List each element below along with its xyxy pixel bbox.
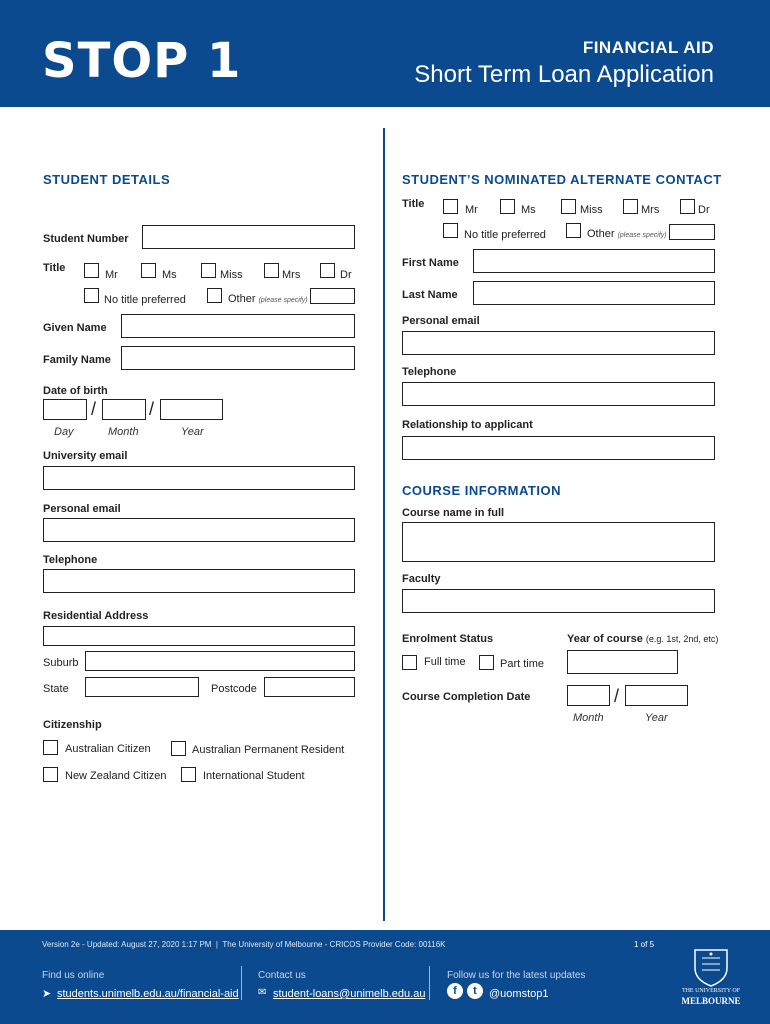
student-title-dr-label: Dr: [340, 269, 352, 281]
contact-title-dr-label: Dr: [698, 204, 710, 216]
dob-month-input[interactable]: [102, 399, 146, 420]
student-title-mrs-label: Mrs: [282, 269, 301, 281]
contact-title-mrs-label: Mrs: [641, 204, 660, 216]
year-of-course-label: Year of course (e.g. 1st, 2nd, etc): [567, 633, 719, 645]
relationship-input[interactable]: [402, 436, 715, 460]
student-telephone-label: Telephone: [43, 554, 98, 566]
relationship-label: Relationship to applicant: [402, 419, 533, 431]
contact-title-mrs-checkbox[interactable]: [623, 199, 638, 214]
mail-icon: ✉: [258, 987, 267, 998]
contact-title-ms-label: Ms: [521, 204, 536, 216]
course-name-input[interactable]: [402, 522, 715, 562]
dob-month-hint: Month: [108, 426, 139, 438]
contact-other-title-label: Other (please specify): [587, 228, 667, 240]
suburb-input[interactable]: [85, 651, 355, 671]
completion-month-input[interactable]: [567, 685, 610, 706]
completion-date-separator: /: [614, 686, 620, 706]
logo-line-1: THE UNIVERSITY OF: [681, 988, 741, 994]
contact-us-heading: Contact us: [258, 970, 306, 981]
australian-pr-checkbox[interactable]: [171, 741, 186, 756]
find-us-heading: Find us online: [42, 970, 105, 981]
student-title-ms-label: Ms: [162, 269, 177, 281]
student-title-label: Title: [43, 262, 66, 274]
contact-title-ms-checkbox[interactable]: [500, 199, 515, 214]
contact-other-title-checkbox[interactable]: [566, 223, 581, 238]
enrolment-status-label: Enrolment Status: [402, 633, 494, 645]
full-time-checkbox[interactable]: [402, 655, 417, 670]
column-divider: [383, 128, 385, 921]
dob-year-input[interactable]: [160, 399, 223, 420]
completion-year-input[interactable]: [625, 685, 688, 706]
page-title: Short Term Loan Application: [414, 61, 714, 88]
follow-heading: Follow us for the latest updates: [447, 970, 586, 981]
contact-telephone-input[interactable]: [402, 382, 715, 406]
postcode-input[interactable]: [264, 677, 355, 697]
contact-title-mr-label: Mr: [465, 204, 478, 216]
stop-label: STOP 1: [42, 33, 242, 89]
dob-separator-1: /: [91, 399, 97, 419]
send-icon: ➤: [42, 988, 52, 1000]
given-name-input[interactable]: [121, 314, 355, 338]
facebook-icon[interactable]: f: [447, 983, 463, 999]
first-name-input[interactable]: [473, 249, 715, 273]
dob-year-hint: Year: [181, 426, 204, 438]
year-of-course-input[interactable]: [567, 650, 678, 674]
contact-telephone-label: Telephone: [402, 366, 457, 378]
university-logo: [680, 946, 742, 1010]
contact-personal-email-label: Personal email: [402, 315, 480, 327]
student-personal-email-label: Personal email: [43, 503, 121, 515]
page-number: 1 of 5: [634, 940, 655, 949]
student-number-label: Student Number: [43, 233, 129, 245]
email-link[interactable]: student-loans@unimelb.edu.au: [273, 988, 426, 1000]
last-name-label: Last Name: [402, 289, 458, 301]
twitter-icon[interactable]: t: [467, 983, 483, 999]
footer-version-line: Version 2e - Updated: August 27, 2020 1:17 PM | The University of Melbourne - CRICOS Provider Code: 00116K: [42, 940, 446, 949]
alternate-contact-heading: STUDENT’S NOMINATED ALTERNATE CONTACT: [402, 172, 722, 187]
international-student-label: International Student: [203, 770, 305, 782]
given-name-label: Given Name: [43, 322, 107, 334]
australian-pr-label: Australian Permanent Resident: [192, 744, 345, 756]
last-name-input[interactable]: [473, 281, 715, 305]
contact-personal-email-input[interactable]: [402, 331, 715, 355]
suburb-label: Suburb: [43, 657, 79, 669]
residential-address-input[interactable]: [43, 626, 355, 646]
state-input[interactable]: [85, 677, 199, 697]
student-no-title-label: No title preferred: [104, 294, 186, 306]
contact-title-miss-label: Miss: [580, 204, 603, 216]
course-information-heading: COURSE INFORMATION: [402, 483, 561, 498]
completion-date-label: Course Completion Date: [402, 691, 531, 703]
student-number-input[interactable]: [142, 225, 355, 249]
page-header: [0, 0, 770, 107]
course-name-label: Course name in full: [402, 507, 505, 519]
contact-other-title-input[interactable]: [669, 224, 715, 240]
student-title-miss-checkbox[interactable]: [201, 263, 216, 278]
year-of-course-hint: (e.g. 1st, 2nd, etc): [645, 634, 719, 644]
student-title-mrs-checkbox[interactable]: [264, 263, 279, 278]
nz-citizen-checkbox[interactable]: [43, 767, 58, 782]
social-handle[interactable]: @uomstop1: [489, 988, 549, 1000]
student-no-title-checkbox[interactable]: [84, 288, 99, 303]
student-title-ms-checkbox[interactable]: [141, 263, 156, 278]
citizenship-label: Citizenship: [43, 719, 102, 731]
faculty-label: Faculty: [402, 573, 441, 585]
contact-no-title-checkbox[interactable]: [443, 223, 458, 238]
part-time-checkbox[interactable]: [479, 655, 494, 670]
contact-title-mr-checkbox[interactable]: [443, 199, 458, 214]
completion-month-hint: Month: [573, 712, 604, 724]
completion-year-hint: Year: [645, 712, 668, 724]
state-label: State: [43, 683, 69, 695]
contact-other-please-specify: (please specify): [617, 232, 667, 239]
student-details-heading: STUDENT DETAILS: [43, 172, 171, 187]
nz-citizen-label: New Zealand Citizen: [65, 770, 167, 782]
student-personal-email-input[interactable]: [43, 518, 355, 542]
student-title-dr-checkbox[interactable]: [320, 263, 335, 278]
contact-title-miss-checkbox[interactable]: [561, 199, 576, 214]
contact-no-title-label: No title preferred: [464, 229, 546, 241]
australian-citizen-checkbox[interactable]: [43, 740, 58, 755]
student-title-mr-checkbox[interactable]: [84, 263, 99, 278]
faculty-input[interactable]: [402, 589, 715, 613]
student-other-title-input[interactable]: [310, 288, 355, 304]
family-name-label: Family Name: [43, 354, 111, 366]
family-name-input[interactable]: [121, 346, 355, 370]
dob-day-hint: Day: [54, 426, 74, 438]
student-other-title-label: Other (please specify): [228, 293, 308, 305]
first-name-label: First Name: [402, 257, 459, 269]
dob-separator-2: /: [149, 399, 155, 419]
part-time-label: Part time: [500, 658, 545, 670]
dob-day-input[interactable]: [43, 399, 87, 420]
australian-citizen-label: Australian Citizen: [65, 743, 151, 755]
student-title-mr-label: Mr: [105, 269, 118, 281]
financial-aid-label: FINANCIAL AID: [582, 38, 714, 57]
website-link[interactable]: students.unimelb.edu.au/financial-aid: [57, 988, 239, 1000]
student-title-miss-label: Miss: [220, 269, 243, 281]
student-other-title-checkbox[interactable]: [207, 288, 222, 303]
student-other-please-specify: (please specify): [258, 297, 308, 304]
postcode-label: Postcode: [211, 683, 257, 695]
university-email-input[interactable]: [43, 466, 355, 490]
international-student-checkbox[interactable]: [181, 767, 196, 782]
footer-separator-2: [429, 966, 430, 1000]
page-footer: [0, 930, 770, 1024]
contact-title-label: Title: [402, 198, 425, 210]
dob-label: Date of birth: [43, 385, 108, 397]
full-time-label: Full time: [424, 656, 466, 668]
student-telephone-input[interactable]: [43, 569, 355, 593]
logo-line-2: MELBOURNE: [681, 996, 741, 1006]
residential-address-label: Residential Address: [43, 610, 149, 622]
contact-title-dr-checkbox[interactable]: [680, 199, 695, 214]
university-email-label: University email: [43, 450, 128, 462]
footer-separator-1: [241, 966, 242, 1000]
